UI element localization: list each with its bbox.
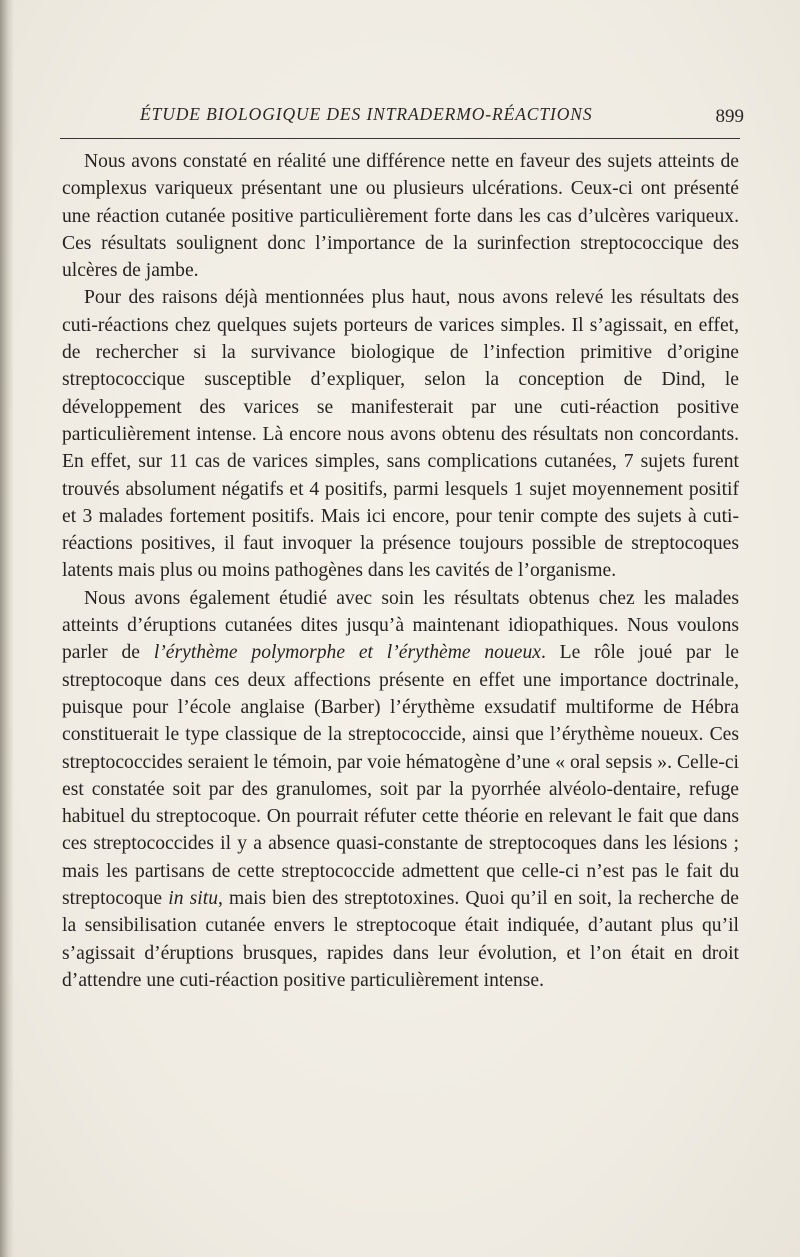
paragraph-1: Nous avons constaté en réalité une différence nette en faveur des sujets atteints de complexus variqueux présentant une ou plusieurs ulcérations. Ceux-ci ont présenté une réaction cutanée positive particulièrement forte dans les cas d’ulcères variqueux. Ces résultats soulignent donc l’importance de la surinfection streptococcique des ulcères de jambe. <box>62 151 739 282</box>
page-gutter-shadow <box>0 0 14 1257</box>
page-number: 899 <box>715 106 744 127</box>
paragraph-3-text-c: , mais bien des streptotoxines. Quoi qu’il en soit, la recherche de la sensibilisation cutanée envers le streptocoque était indiquée, d’autant plus qu’il s’agissait d’éruptions brusques, rapides dans leur évolution, et l’on était en droit d’attendre une cuti-réaction positive particulièrement intense. <box>62 888 740 991</box>
paragraph-2: Pour des raisons déjà mentionnées plus haut, nous avons relevé les résultats des cuti-réactions chez quelques sujets porteurs de varices simples. Il s’agissait, en effet, de rechercher si la survivance biologique de l’infection primitive d’origine streptococcique susceptible d’expliquer, selon la conception de Dind, le développement des varices se manifesterait par une cuti-réaction positive particulièrement intense. Là encore nous avons obtenu des résultats non concordants. En effet, sur 11 cas de varices simples, sans complications cutanées, 7 sujets furent trouvés absolument négatifs et 4 positifs, parmi lesquels 1 sujet moyennement positif et 3 malades fortement positifs. Mais ici encore, pour tenir compte des sujets à cuti-réactions positives, il faut invoquer la présence toujours possible de streptocoques latents mais plus ou moins pathogènes dans les cavités de l’organisme. <box>62 287 739 582</box>
paragraph-3-italic-in-situ: in situ <box>168 888 218 910</box>
paragraph-3-text-a: Nous avons également étudié avec soin les résultats obtenus chez les malades atteints d’éruptions cutanées dites jusqu’à maintenant idiopathiques. Nous voulons parler de <box>62 587 739 664</box>
body-text <box>62 148 739 994</box>
paragraph-3 <box>62 585 739 994</box>
paragraph-3-italic-erythema: l’érythème polymorphe et l’érythème noueux <box>153 642 541 664</box>
page-header <box>62 104 744 134</box>
header-rule <box>60 138 740 139</box>
running-title: ÉTUDE BIOLOGIQUE DES INTRADERMO-RÉACTIONS <box>140 104 593 124</box>
paragraph-3-text-b: . Le rôle joué par le streptocoque dans ces deux affections présente en effet une importance doctrinale, puisque pour l’école anglaise (Barber) l’érythème exsudatif multiforme de Hébra constituerait le type classique de la streptococcide, ainsi que l’érythème noueux. Ces streptococcides seraient le témoin, par voie hématogène d’une « oral sepsis ». Celle-ci est constatée soit par des granulomes, soit par la pyorrhée alvéolo-dentaire, refuge habituel du streptocoque. On pourrait réfuter cette théorie en relevant le fait que dans ces streptococcides il y a absence quasi-constante de streptocoques dans les lésions ; mais les partisans de cette streptococcide admettent que celle-ci n’est pas le fait du streptocoque <box>62 642 739 910</box>
